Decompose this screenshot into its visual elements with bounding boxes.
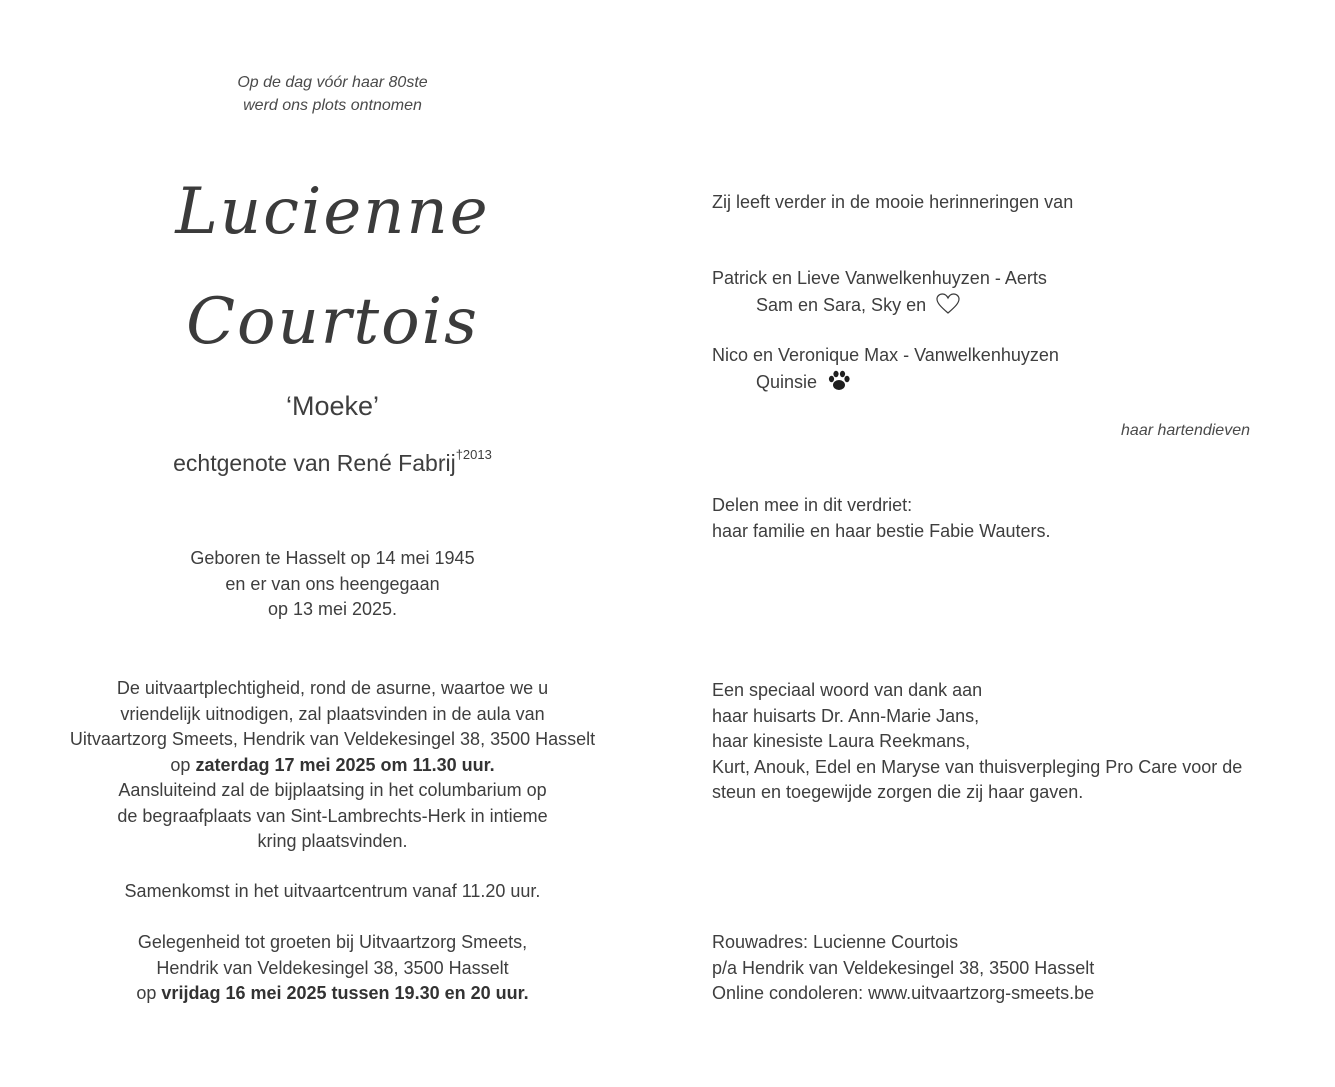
family-children-text: Quinsie — [756, 371, 818, 392]
gathering-info — [40, 879, 625, 905]
birth-line-1: Geboren te Hasselt op 14 mei 1945 — [190, 548, 475, 568]
memories-line-1: Zij leeft verder in de mooie herinneringen van — [712, 192, 1074, 212]
address-line-1: Rouwadres: Lucienne Courtois — [712, 932, 959, 952]
share-line-2: haar familie en haar bestie Fabie Wauters. — [712, 520, 1051, 541]
memories-text — [712, 190, 1292, 216]
nickname: ‘Moeke’ — [285, 391, 380, 421]
intro-line-2: werd ons plots ontnomen — [243, 97, 422, 114]
greeting-date-prefix: op — [136, 983, 157, 1003]
ceremony-line-2: vriendelijk uitnodigen, zal plaatsvinden in de aula van — [120, 703, 545, 724]
paw-print-icon — [826, 369, 852, 401]
heart-outline-icon — [935, 292, 961, 324]
ceremony-line-7: kring plaatsvinden. — [257, 831, 408, 851]
family-children-text: Sam en Sara, Sky en — [756, 294, 927, 315]
family-group-1 — [712, 266, 1292, 323]
greeting-line-2: Hendrik van Veldekesingel 38, 3500 Hasselt — [156, 957, 509, 978]
family-children — [712, 292, 1292, 324]
intro-line-1: Op de dag vóór haar 80ste — [237, 74, 428, 91]
spouse-line — [40, 446, 625, 480]
thanks-line-2: haar huisarts Dr. Ann-Marie Jans, — [712, 705, 980, 726]
mourning-address — [712, 930, 1292, 1007]
address-line-2: p/a Hendrik van Veldekesingel 38, 3500 Hasselt — [712, 957, 1095, 978]
greeting-line-3 — [40, 981, 625, 1007]
family-parents: Patrick en Lieve Vanwelkenhuyzen - Aerts — [712, 268, 1047, 288]
intro-text — [40, 71, 625, 117]
ceremony-date-prefix: op — [170, 754, 191, 775]
share-line-1: Delen mee in dit verdriet: — [712, 495, 913, 515]
darlings-label: haar hartendieven — [1121, 422, 1250, 439]
thanks-line-5: steun en toegewijde zorgen die zij haar gaven. — [712, 782, 1084, 802]
family-parents: Nico en Veronique Max - Vanwelkenhuyzen — [712, 345, 1059, 365]
spouse-text: echtgenote van René Fabrij — [173, 450, 456, 476]
spouse-death-year: †2013 — [455, 447, 492, 462]
share-grief — [712, 493, 1292, 544]
ceremony-line-5: Aansluiteind zal de bijplaatsing in het columbarium op — [118, 780, 547, 800]
family-group-2 — [712, 343, 1292, 400]
birth-line-3: op 13 mei 2025. — [267, 599, 398, 619]
last-name: Courtois — [186, 285, 479, 359]
thanks-line-1: Een speciaal woord van dank aan — [712, 680, 983, 700]
greeting-info — [40, 930, 625, 1007]
birth-info — [40, 546, 625, 623]
ceremony-line-1: De uitvaartplechtigheid, rond de asurne, waartoe we u — [116, 678, 549, 698]
greeting-date: vrijdag 16 mei 2025 tussen 19.30 en 20 uur. — [161, 983, 529, 1003]
right-column — [712, 0, 1292, 1087]
first-name: Lucienne — [175, 175, 490, 249]
family-children — [712, 369, 1292, 401]
greeting-line-1: Gelegenheid tot groeten bij Uitvaartzorg Smeets, — [137, 932, 528, 952]
birth-line-2: en er van ons heengegaan — [225, 573, 440, 594]
thanks-text — [712, 678, 1292, 806]
thanks-line-3: haar kinesiste Laura Reekmans, — [712, 731, 971, 751]
ceremony-line-3: Uitvaartzorg Smeets, Hendrik van Veldekesingel 38, 3500 Hasselt — [69, 729, 596, 749]
ceremony-date: zaterdag 17 mei 2025 om 11.30 uur. — [195, 754, 495, 775]
left-column — [40, 0, 625, 1087]
ceremony-line-6: de begraafplaats van Sint-Lambrechts-Herk in intieme — [117, 805, 548, 826]
ceremony-line-4 — [40, 753, 625, 779]
ceremony-info — [40, 676, 625, 855]
thanks-line-4: Kurt, Anouk, Edel en Maryse van thuisverpleging Pro Care voor de — [712, 756, 1243, 777]
address-line-3: Online condoleren: www.uitvaartzorg-smeets.be — [712, 983, 1095, 1003]
gathering-line-1: Samenkomst in het uitvaartcentrum vanaf 11.20 uur. — [124, 881, 541, 901]
